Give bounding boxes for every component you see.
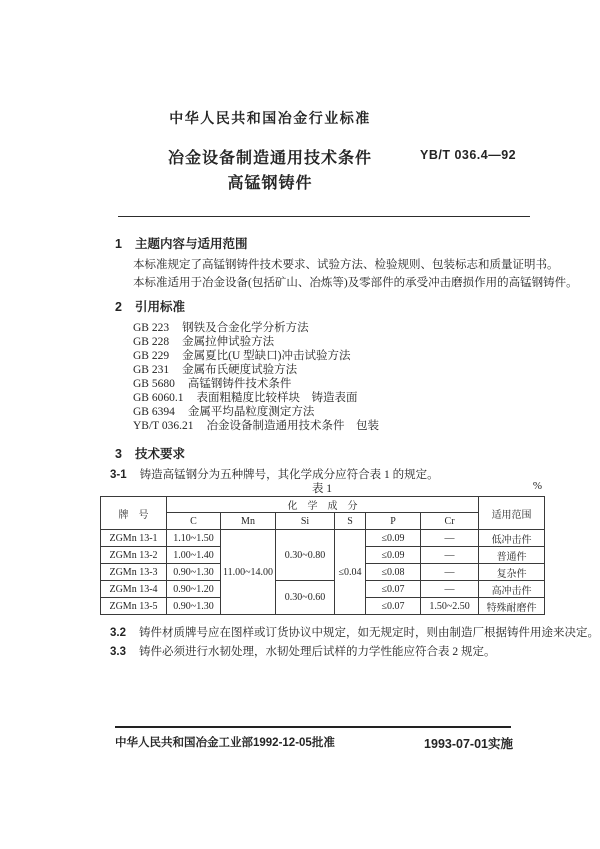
header-grade: 牌 号 bbox=[101, 497, 167, 530]
c-cell: 0.90~1.30 bbox=[167, 598, 221, 615]
p-cell: ≤0.09 bbox=[366, 530, 421, 547]
clause-3-2-text: 铸件材质牌号应在图样或订货协议中规定，如无规定时，则由制造厂根据铸件用途来决定。 bbox=[139, 627, 599, 639]
reference-title: 钢铁及合金化学分析方法 bbox=[182, 322, 309, 334]
p-cell: ≤0.08 bbox=[366, 564, 421, 581]
c-cell: 0.90~1.20 bbox=[167, 581, 221, 598]
grade-cell: ZGMn 13-2 bbox=[101, 547, 167, 564]
s-cell: ≤0.04 bbox=[335, 530, 366, 615]
chemical-composition-table bbox=[100, 496, 545, 615]
c-cell: 0.90~1.30 bbox=[167, 564, 221, 581]
header-element-c: C bbox=[167, 513, 221, 530]
reference-title: 金属平均晶粒度测定方法 bbox=[187, 406, 315, 418]
section-2-number: 2 bbox=[115, 300, 122, 314]
table-1-caption: 表 1 bbox=[311, 483, 333, 495]
clause-3-1-number: 3-1 bbox=[110, 469, 127, 481]
section-2-title: 引用标准 bbox=[134, 300, 185, 314]
reference-list bbox=[133, 321, 379, 433]
grade-cell: ZGMn 13-4 bbox=[101, 581, 167, 598]
clause-3-3-text: 铸件必须进行水韧处理，水韧处理后试样的力学性能应符合表 2 规定。 bbox=[139, 646, 496, 658]
clause-3-1-text: 铸造高锰钢分为五种牌号，其化学成分应符合表 1 的规定。 bbox=[139, 469, 439, 481]
grade-cell: ZGMn 13-5 bbox=[101, 598, 167, 615]
c-cell: 1.10~1.50 bbox=[167, 530, 221, 547]
section-3-title: 技术要求 bbox=[134, 447, 185, 461]
usage-cell: 高冲击件 bbox=[479, 581, 545, 598]
doc-title-line1: 冶金设备制造通用技术条件 bbox=[167, 150, 372, 167]
section-1-title: 主题内容与适用范围 bbox=[134, 237, 248, 251]
approval-note: 中华人民共和国冶金工业部1992-12-05批准 bbox=[115, 737, 335, 749]
reference-code: GB 228 bbox=[133, 336, 170, 348]
reference-code: YB/T 036.21 bbox=[133, 420, 194, 432]
si-cell: 0.30~0.60 bbox=[276, 581, 335, 615]
p-cell: ≤0.07 bbox=[366, 581, 421, 598]
mn-cell: 11.00~14.00 bbox=[221, 530, 276, 615]
implementation-date: 1993-07-01实施 bbox=[424, 737, 513, 751]
c-cell: 1.00~1.40 bbox=[167, 547, 221, 564]
reference-title: 冶金设备制造通用技术条件 包装 bbox=[206, 420, 379, 432]
reference-code: GB 5680 bbox=[133, 378, 175, 390]
p-cell: ≤0.07 bbox=[366, 598, 421, 615]
reference-item bbox=[133, 321, 379, 335]
reference-title: 金属拉伸试验方法 bbox=[182, 336, 275, 348]
cr-cell: — bbox=[421, 564, 479, 581]
reference-code: GB 231 bbox=[133, 364, 170, 376]
cr-cell: — bbox=[421, 581, 479, 598]
table-row bbox=[101, 530, 545, 547]
si-cell: 0.30~0.80 bbox=[276, 530, 335, 581]
usage-cell: 特殊耐磨件 bbox=[479, 598, 545, 615]
header-chemical-composition: 化 学 成 分 bbox=[167, 497, 479, 513]
reference-title: 金属夏比(U 型缺口)冲击试验方法 bbox=[182, 350, 351, 362]
header-usage: 适用范围 bbox=[479, 497, 545, 530]
reference-code: GB 6060.1 bbox=[133, 392, 184, 404]
reference-item bbox=[133, 363, 379, 377]
header-element-p: P bbox=[366, 513, 421, 530]
clause-3-3 bbox=[110, 643, 496, 659]
reference-item bbox=[133, 335, 379, 349]
section-3-number: 3 bbox=[115, 447, 122, 461]
grade-cell: ZGMn 13-3 bbox=[101, 564, 167, 581]
reference-item bbox=[133, 391, 379, 405]
table-header-row-2 bbox=[101, 513, 545, 530]
reference-code: GB 229 bbox=[133, 350, 170, 362]
reference-title: 高锰钢铸件技术条件 bbox=[187, 378, 292, 390]
section-1-paragraph-2: 本标准适用于冶金设备(包括矿山、冶炼等)及零部件的承受冲击磨损作用的高锰钢铸件。 bbox=[133, 277, 578, 289]
section-2-heading bbox=[115, 297, 185, 315]
table-1-unit: % bbox=[532, 480, 542, 492]
reference-item bbox=[133, 349, 379, 363]
reference-title: 表面粗糙度比较样块 铸造表面 bbox=[196, 392, 358, 404]
section-1-number: 1 bbox=[115, 237, 122, 251]
header-element-mn: Mn bbox=[221, 513, 276, 530]
reference-code: GB 223 bbox=[133, 322, 170, 334]
p-cell: ≤0.09 bbox=[366, 547, 421, 564]
footer bbox=[115, 734, 513, 752]
header-element-cr: Cr bbox=[421, 513, 479, 530]
clause-3-3-number: 3.3 bbox=[110, 646, 126, 658]
clause-3-2 bbox=[110, 624, 599, 640]
org-line: 中华人民共和国冶金行业标准 bbox=[169, 110, 371, 126]
usage-cell: 普通件 bbox=[479, 547, 545, 564]
header-element-s: S bbox=[335, 513, 366, 530]
cr-cell: — bbox=[421, 530, 479, 547]
doc-title-line2: 高锰钢铸件 bbox=[227, 175, 313, 192]
section-1-paragraph-1: 本标准规定了高锰钢铸件技术要求、试验方法、检验规则、包装标志和质量证明书。 bbox=[133, 259, 559, 271]
cr-cell: — bbox=[421, 547, 479, 564]
reference-item bbox=[133, 419, 379, 433]
footer-rule bbox=[115, 726, 511, 728]
table-header-row-1 bbox=[101, 497, 545, 513]
reference-code: GB 6394 bbox=[133, 406, 175, 418]
header-element-si: Si bbox=[276, 513, 335, 530]
grade-cell: ZGMn 13-1 bbox=[101, 530, 167, 547]
standard-number: YB/T 036.4—92 bbox=[420, 148, 517, 162]
section-3-heading bbox=[115, 444, 185, 462]
section-1-heading bbox=[115, 234, 247, 252]
header-divider bbox=[118, 216, 530, 217]
usage-cell: 低冲击件 bbox=[479, 530, 545, 547]
usage-cell: 复杂件 bbox=[479, 564, 545, 581]
reference-item bbox=[133, 377, 379, 391]
table-1-caption-row bbox=[100, 480, 544, 493]
reference-title: 金属布氏硬度试验方法 bbox=[182, 364, 298, 376]
table-row bbox=[101, 581, 545, 598]
reference-item bbox=[133, 405, 379, 419]
cr-cell: 1.50~2.50 bbox=[421, 598, 479, 615]
clause-3-2-number: 3.2 bbox=[110, 627, 126, 639]
